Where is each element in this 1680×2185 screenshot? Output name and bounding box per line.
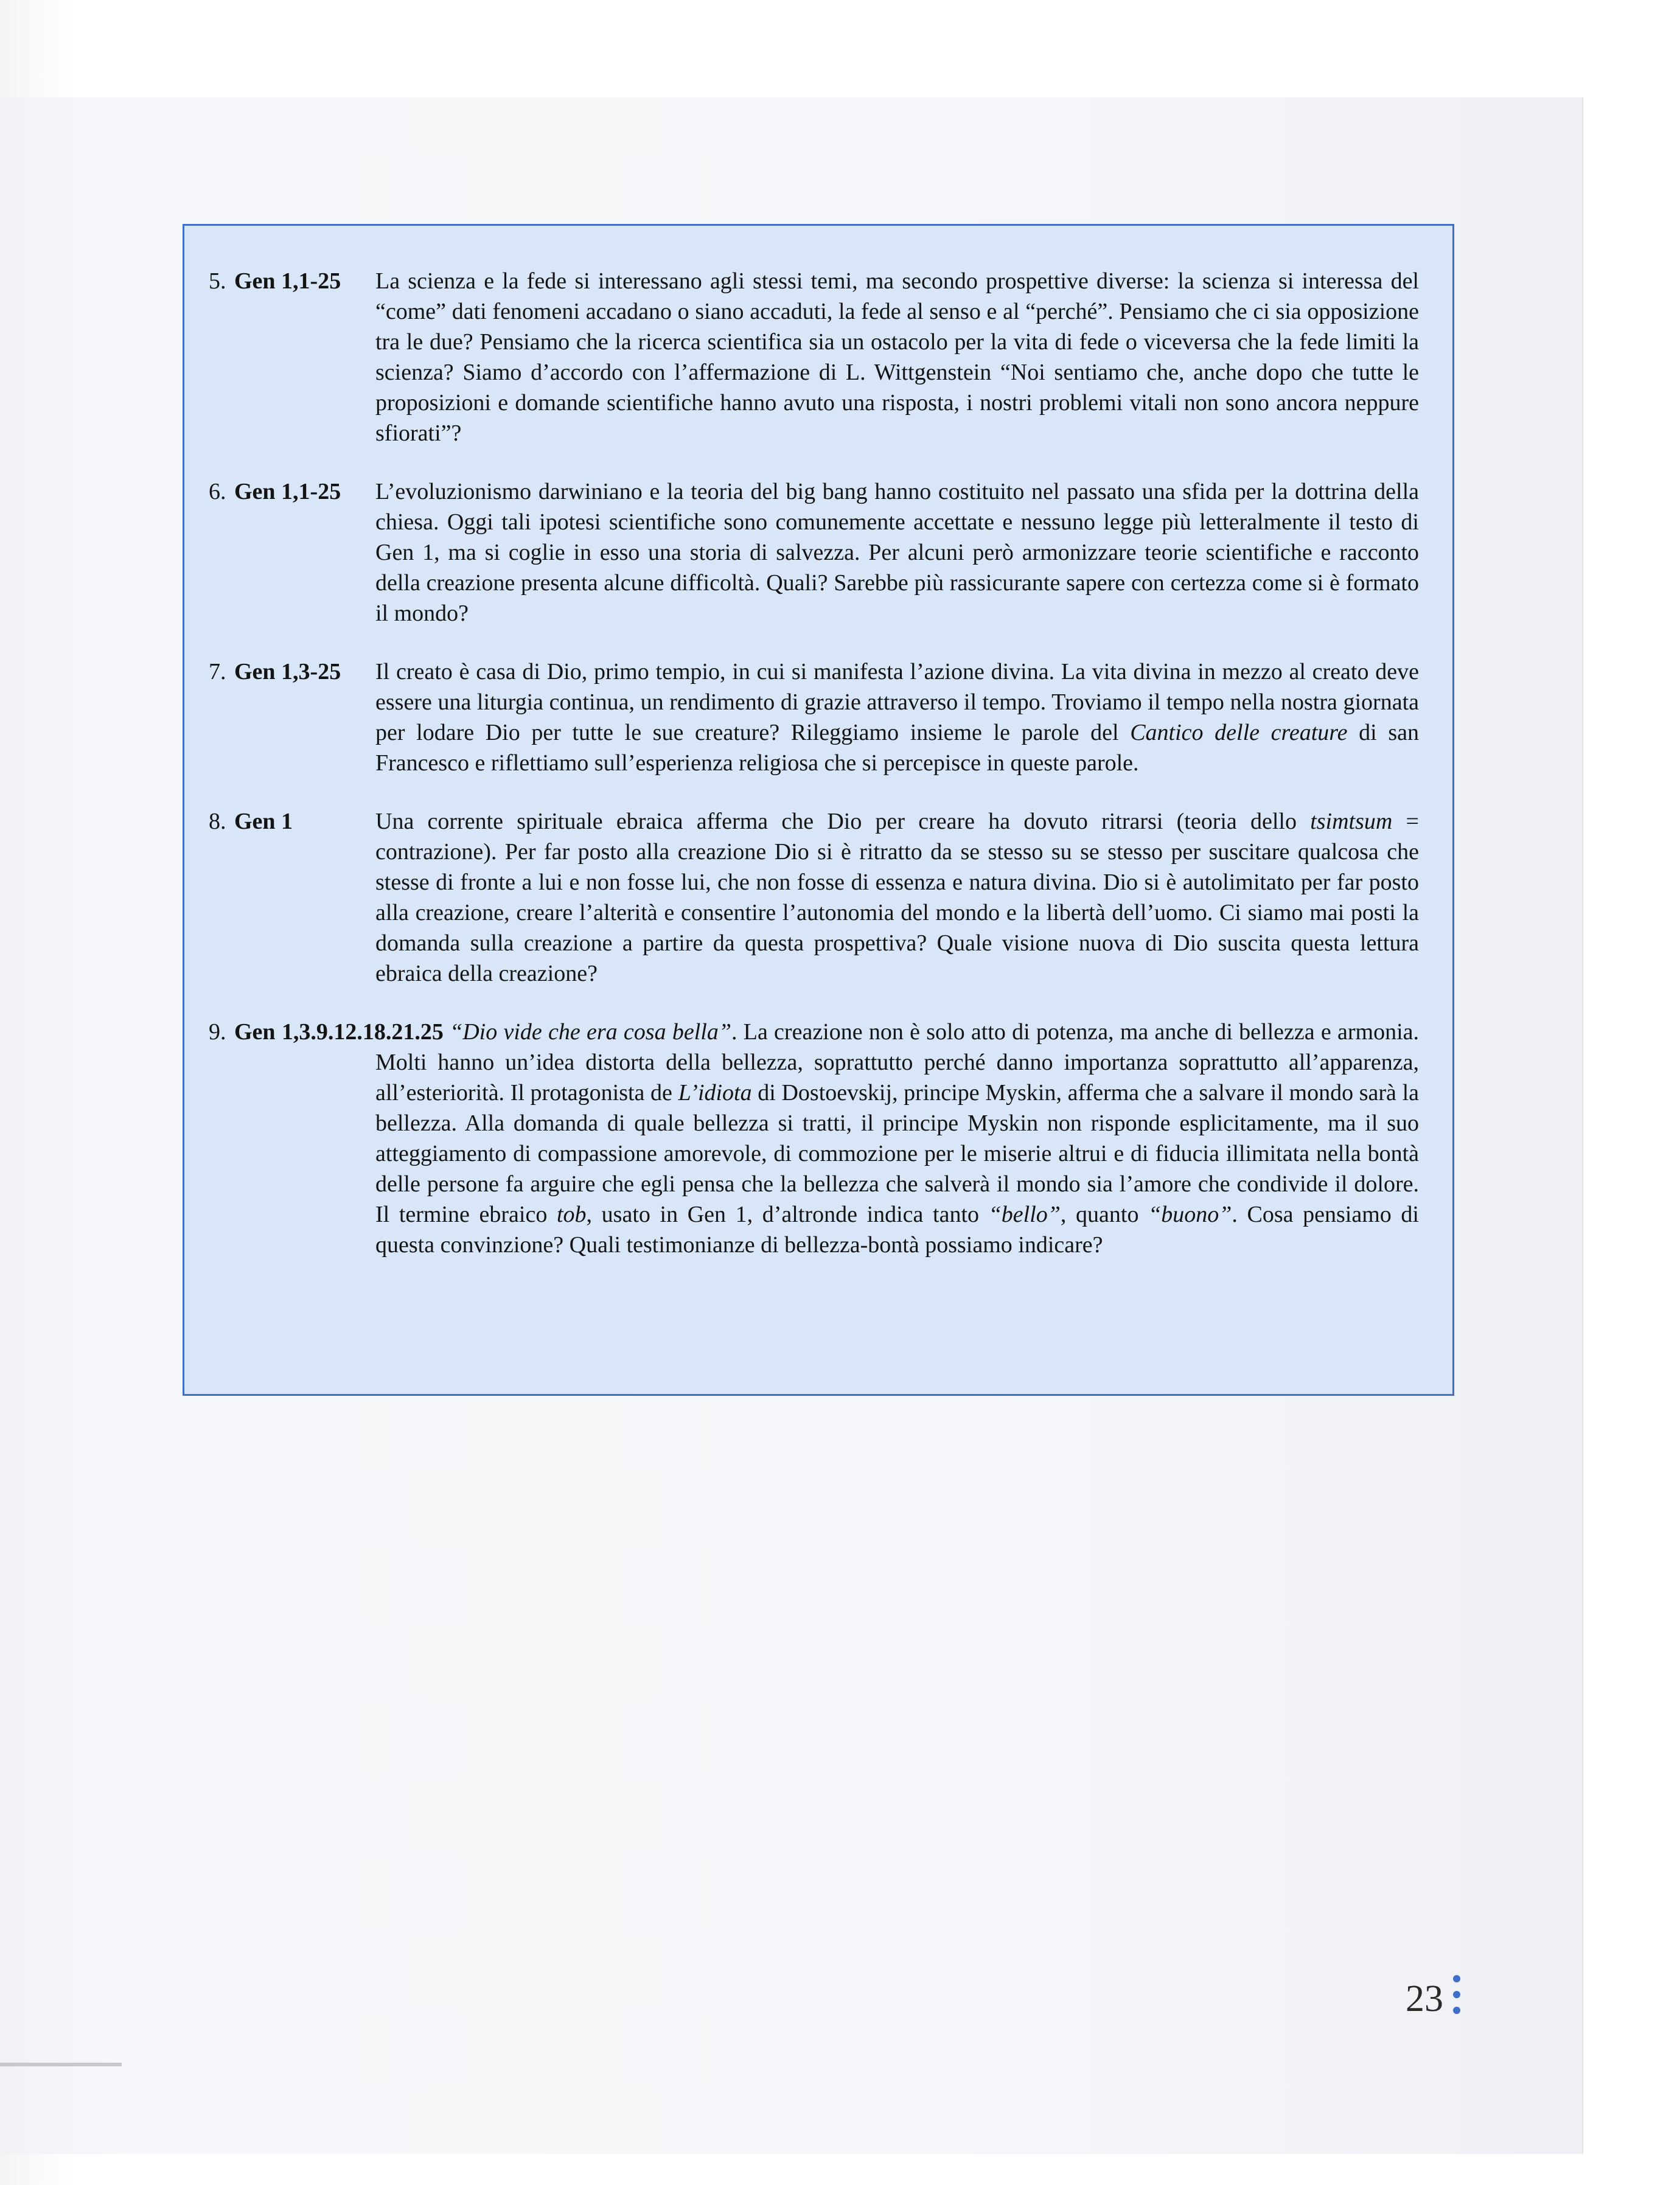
question-item-9: [184, 1017, 1452, 1260]
text-part: di san Francesco e riflettiamo sull’esperienza religiosa che si percepisce in queste parole.: [375, 720, 1420, 776]
item-text: [234, 1017, 1419, 1260]
bible-reference: Gen 1,3-25: [234, 659, 341, 685]
question-item-6: [184, 476, 1452, 629]
bible-reference: Gen 1: [234, 809, 293, 834]
item-text: La scienza e la fede si interessano agli stessi temi, ma secondo prospettive diverse: la scienza si interessa del “come” dati fenomeni accadano o siano accaduti, la fede al senso e al “perché”. Pensiamo che ci sia opposizione tra le due? Pensiamo che la ricerca scientifica sia un ostacolo per la vita di fede o viceversa che la fede limiti la scienza? Siamo d’accordo con l’affermazione di L. Wittgenstein “Noi sentiamo che, anche dopo che tutte le proposizioni e domande scientifiche hanno avuto una risposta, i nostri problemi vitali non sono ancora neppure sfiorati”?: [375, 268, 1419, 446]
question-item-7: [184, 657, 1452, 778]
text-part: = contrazione). Per far posto alla creazione Dio si è ritratto da se stesso su se stesso per suscitare qualcosa che stesse di fronte a lui e non fosse lui, che non fosse di essenza e natura divina. Dio si è autolimitato per far posto alla creazione, creare l’alterità e consentire l’autonomia del mondo e la libertà dell’uomo. Ci siamo mai posti la domanda sulla creazione a partire da questa prospettiva? Quale visione nuova di Dio suscita questa lettura ebraica della creazione?: [375, 809, 1419, 986]
quoted-verse: “Dio vide che era cosa bella”: [450, 1019, 731, 1045]
work-title: Cantico delle creature: [1130, 720, 1348, 745]
item-number: 6.: [209, 479, 226, 504]
question-item-5: [184, 266, 1452, 448]
page-number: 23: [1406, 1978, 1443, 2019]
text-part: Una corrente spirituale ebraica afferma che Dio per creare ha dovuto ritrarsi (teoria dello: [375, 809, 1311, 834]
bible-reference: Gen 1,3.9.12.18.21.25: [234, 1019, 444, 1045]
quoted-word-bello: “bello”: [988, 1202, 1061, 1227]
page-number-dots-icon: [1453, 1975, 1462, 2024]
bible-reference: Gen 1,1-25: [234, 479, 341, 504]
item-number: 7.: [209, 659, 226, 685]
item-number: 9.: [209, 1019, 226, 1045]
text-part: , usato in Gen 1, d’altronde indica tanto: [586, 1202, 989, 1227]
item-number: 5.: [209, 268, 226, 294]
discussion-questions-box: [183, 224, 1454, 1396]
page-edge-line: [0, 2063, 122, 2066]
bible-reference: Gen 1,1-25: [234, 268, 341, 294]
text-part: . Cosa pensiamo di questa convinzione? Quali testimonianze di bellezza-bontà possiamo indicare?: [375, 1202, 1419, 1258]
item-number: 8.: [209, 809, 226, 834]
text-part: , quanto: [1060, 1202, 1149, 1227]
quoted-word-buono: “buono”: [1148, 1202, 1232, 1227]
text-part: Il creato è casa di Dio, primo tempio, in cui si manifesta l’azione divina. La vita divina in mezzo al creato deve essere una liturgia continua, un rendimento di grazie attraverso il tempo. Troviamo il tempo nella nostra giornata per lodare Dio per tutte le sue creature? Rileggiamo insieme le parole del: [375, 659, 1419, 745]
hebrew-term: tsimtsum: [1310, 809, 1393, 834]
book-title: L’idiota: [678, 1080, 752, 1106]
text-part: . La creazione non è solo atto di potenza, ma anche di bellezza e armonia. Molti hanno un’idea distorta della bellezza, soprattutto perché danno importanza soprattutto all’apparenza, all’esteriorità. Il protagonista de: [375, 1019, 1419, 1106]
text-part: di Dostoevskij, principe Myskin, afferma che a salvare il mondo sarà la bellezza. Alla domanda di quale bellezza si tratti, il principe Myskin non risponde esplicitamente, ma il suo atteggiamento di compassione amorevole, di commozione per le miserie altrui e di fiducia illimitata nella bontà delle persone fa arguire che egli pensa che la bellezza che salverà il mondo sia l’amore che condivide il dolore. Il termine ebraico: [375, 1080, 1419, 1227]
item-text: [375, 657, 1419, 778]
question-item-8: [184, 806, 1452, 989]
hebrew-term: tob: [556, 1202, 587, 1227]
item-text: [375, 806, 1419, 989]
item-text: L’evoluzionismo darwiniano e la teoria del big bang hanno costituito nel passato una sfida per la dottrina della chiesa. Oggi tali ipotesi scientifiche sono comunemente accettate e nessuno legge più letteralmente il testo di Gen 1, ma si coglie in esso una storia di salvezza. Per alcuni però armonizzare teorie scientifiche e racconto della creazione presenta alcune difficoltà. Quali? Sarebbe più rassicurante sapere con certezza come si è formato il mondo?: [375, 479, 1419, 626]
